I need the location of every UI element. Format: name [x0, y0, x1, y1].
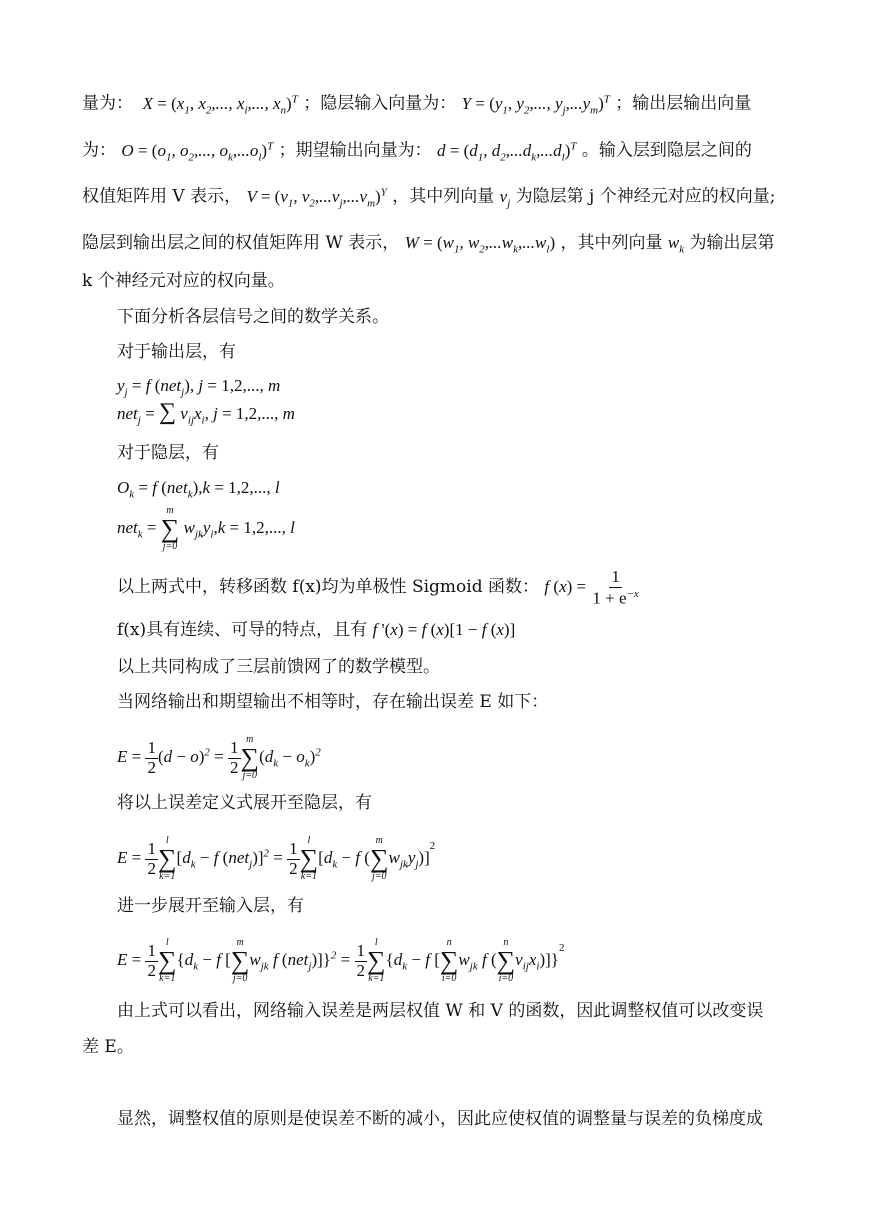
- text-line-1: [82, 94, 787, 116]
- text-line-18: 将以上误差定义式展开至隐层，有: [117, 793, 372, 813]
- text-span: ；期望输出向量为：: [278, 140, 432, 161]
- text-line-7: 对于输出层，有: [117, 342, 236, 362]
- math-y-vector: $Y = (y_1$, $y_2$,..., $y_j,...y_m)^T$: [461, 93, 610, 117]
- text-span: ，其中列向量: [392, 186, 495, 207]
- text-line-2: [82, 141, 787, 163]
- text-span: 为输出层第: [689, 233, 775, 253]
- sigmoid-formula: f (x) = $\frac{1}{1 + e^{-x}}$: [544, 567, 639, 608]
- text-line-5: k 个神经元对应的权向量。: [82, 271, 285, 291]
- text-line-20: 进一步展开至输入层，有: [117, 896, 304, 916]
- text-span: 隐层到输出层之间的权值矩阵用 W 表示，: [82, 233, 400, 253]
- equation-yj: $y_j = f$ (net$_j$), j = 1,2,..., m: [117, 376, 281, 399]
- text-line-4: [82, 234, 787, 255]
- math-o-vector: $O = (o_1$, $o_2$,..., $o_k,...o_l)^T$: [121, 140, 274, 164]
- equation-error-2: E = $\frac{1}{2}$ l ∑ k=1 [$d_k - f$ (net$_j$)]$^2$ = $\frac{1}{2}$ l ∑ k=1 [$d_k - f$ ( m ∑ j=0 $w_{jk}y_j)]^2$: [117, 835, 436, 882]
- text-span: f(x)具有连续、可导的特点，且有: [117, 620, 368, 640]
- text-line-16: 当网络输出和期望输出不相等时，存在输出误差 E 如下：: [117, 692, 549, 712]
- text-line-6: 下面分析各层信号之间的数学关系。: [117, 307, 389, 327]
- equation-ok: $O_k = f$ (net$_k$),k = 1,2,..., l: [117, 478, 280, 501]
- text-line-14: [117, 621, 787, 639]
- text-span: ；输出层输出向量: [615, 93, 752, 114]
- text-line-24: 显然，调整权值的原则是使误差不断的减小，因此应使权值的调整量与误差的负梯度成: [117, 1109, 763, 1129]
- text-span: 以上两式中，转移函数 f(x)均为单极性 Sigmoid 函数：: [117, 576, 539, 597]
- text-line-15: 以上共同构成了三层前馈网了的数学模型。: [117, 657, 440, 677]
- text-line-13: [117, 568, 787, 608]
- math-wk: $w_k$: [667, 233, 685, 256]
- text-span: 量为：: [82, 93, 133, 114]
- equation-netk: net$_k$ = m ∑ j=0 $w_{jk}y_i,k = 1,2$,..., l: [117, 505, 295, 552]
- math-d-vector: $d = (d_1$, $d_2,...d_k,...d_l)^T$: [437, 140, 577, 164]
- text-line-23: 差 E。: [82, 1037, 134, 1057]
- math-x-vector: $X = (x_1$, $x_2$,..., $x_i$,..., $x_n)^T$: [138, 93, 298, 117]
- equation-error-3: E = $\frac{1}{2}$ l ∑ k=1 {$d_k - f$ [ m ∑ j=0 $w_{jk}$ f (net$_j$)]}$^2$ = $\frac{1}{2}$ l ∑ k=1 {$d_k - f$ [ n ∑ i=0 $w_{jk}$ f ( n ∑ i=0 $v_{ij}x_i)]\}^2$: [117, 937, 565, 984]
- text-span: 为隐层第 j 个神经元对应的权向量;: [515, 186, 776, 207]
- text-line-22: 由上式可以看出，网络输入误差是两层权值 W 和 V 的函数，因此调整权值可以改变误: [117, 1001, 764, 1021]
- math-v-matrix: $V = (v_1$, $v_2,...v_j,...v_m)^Y$: [246, 186, 387, 210]
- derivative-formula: f '(x) = f (x)[1 − f (x)]: [372, 620, 516, 639]
- text-span: 为：: [82, 140, 116, 161]
- math-w-matrix: $W = (w_1$, $w_2,...w_k,...w_l$): [404, 233, 556, 256]
- equation-netj: net$_j$ = ∑ $v_{ij}x_i$, j = 1,2,..., m: [117, 399, 295, 427]
- text-span: ，其中列向量: [560, 233, 663, 253]
- text-line-10: 对于隐层，有: [117, 443, 219, 463]
- text-span: ；隐层输入向量为：: [303, 93, 457, 114]
- text-span: 权值矩阵用 V 表示，: [82, 186, 242, 207]
- equation-error-1: E = $\frac{1}{2}$ $(d - o)^2$ = $\frac{1}{2}$ m ∑ j=0 $(d_k - o_k)^2$: [117, 734, 321, 781]
- text-line-3: [82, 187, 787, 209]
- math-vj: $v_j$: [499, 186, 511, 210]
- text-span: 。输入层到隐层之间的: [581, 140, 752, 161]
